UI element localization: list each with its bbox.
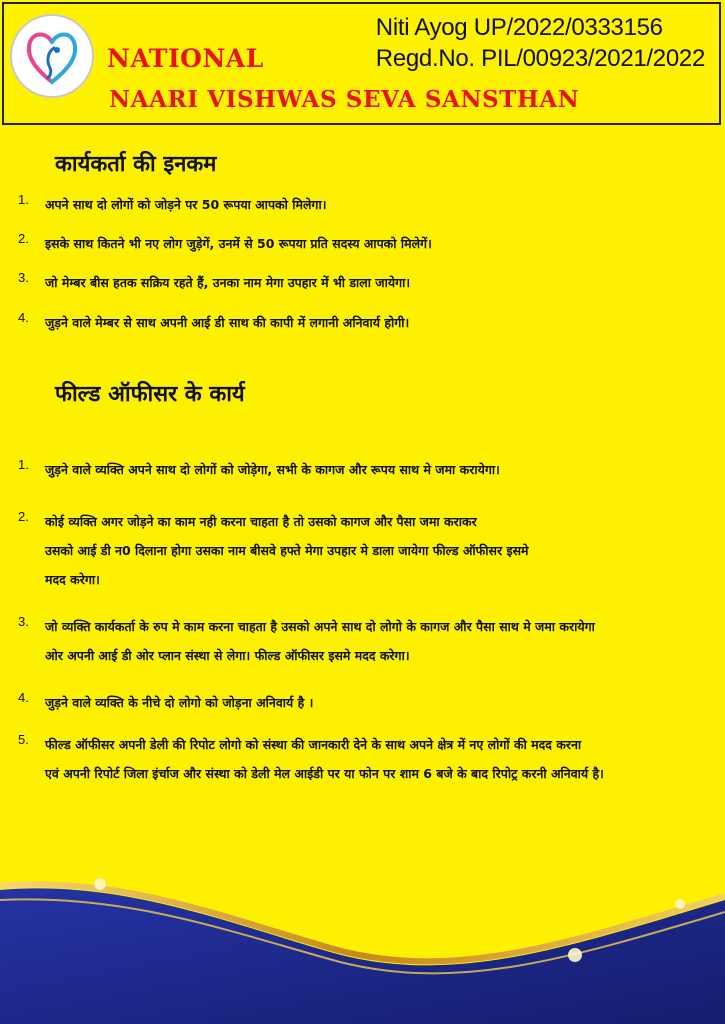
- item-text: जो व्यक्ति कार्यकर्ता के रुप मे काम करना चाहता है उसको अपने साथ दो लोगो के कागज और पैसा साथ मे जमा करायेगा ओर अपनी आई डी ओर प्लान संस्था से लेगा। फील्ड ऑफीसर इसमे मदद करेगा।: [45, 619, 595, 663]
- heart-face-logo-icon: [24, 26, 80, 86]
- field-officer-item: [18, 688, 709, 717]
- item-number: 4.: [18, 690, 29, 705]
- item-number: 2.: [18, 231, 29, 246]
- item-text: जुड़ने वाले व्यक्ति अपने साथ दो लोगों को जोड़ेगा, सभी के कागज और रूपय साथ मे जमा करायेगा।: [45, 462, 500, 477]
- org-name-line2: NAARI VISHWAS SEVA SANSTHAN: [109, 86, 580, 113]
- item-number: 2.: [18, 509, 29, 524]
- item-text: जुड़ने वाले व्यक्ति के नीचे दो लोगो को जोड़ना अनिवार्य है ।: [45, 695, 314, 710]
- income-item: [18, 229, 709, 258]
- field-officer-item: [18, 612, 709, 670]
- item-text: कोई व्यक्ति अगर जोड़ने का काम नही करना चाहता है तो उसको कागज और पैसा जमा कराकर उसको आई डी न0 दिलाना होगा उसका नाम बीसवे हफ्ते मेगा उपहार मे डाला जायेगा फील्ड ऑफीसर इसमे मदद करेगा।: [45, 514, 529, 587]
- income-item: [18, 268, 709, 297]
- field-officer-item: [18, 455, 709, 484]
- field-officer-item: [18, 730, 709, 788]
- income-item: [18, 308, 709, 337]
- item-text: इसके साथ कितने भी नए लोग जुड़ेगें, उनमें से 50 रूपया प्रति सदस्य आपको मिलेगें।: [45, 236, 432, 251]
- registration-info: [376, 12, 705, 74]
- income-item: [18, 190, 709, 219]
- item-text: जो मेम्बर बीस हतक सक्रिय रहते हैं, उनका नाम मेगा उपहार में भी डाला जायेगा।: [45, 275, 411, 290]
- niti-ayog-number: Niti Ayog UP/2022/0333156: [375, 14, 663, 41]
- item-text: फील्ड ऑफीसर अपनी डेली की रिपोट लोगो को संस्था की जानकारी देने के साथ अपने क्षेत्र में नए लोगों की मदद करना एवं अपनी रिपोर्ट जिला इंर्चाज और संस्था को डेली मेल आईडी पर या फोन पर शाम 6 बजे के बाद रिपोट्र करनी अनिवार्य है।: [45, 737, 604, 781]
- item-number: 3.: [18, 270, 29, 285]
- org-name-line1: NATIONAL: [107, 44, 264, 73]
- footer-wave-decoration: [0, 860, 725, 1024]
- item-text: अपने साथ दो लोगों को जोड़ने पर 50 रूपया आपको मिलेगा।: [45, 197, 327, 212]
- item-text: जुड़ने वाले मेम्बर से साथ अपनी आई डी साथ की कापी में लगानी अनिवार्य होगी।: [45, 315, 410, 330]
- field-officer-section-title: फील्ड ऑफीसर के कार्य: [55, 382, 245, 407]
- item-number: 5.: [18, 732, 29, 747]
- item-number: 1.: [18, 192, 29, 207]
- field-officer-item: [18, 507, 709, 594]
- item-number: 3.: [18, 614, 29, 629]
- item-number: 4.: [18, 310, 29, 325]
- header-banner: [2, 2, 721, 125]
- organization-logo: [10, 14, 94, 98]
- item-number: 1.: [18, 457, 29, 472]
- regd-number: Regd.No. PIL/00923/2021/2022: [375, 45, 705, 72]
- income-section-title: कार्यकर्ता की इनकम: [55, 152, 217, 177]
